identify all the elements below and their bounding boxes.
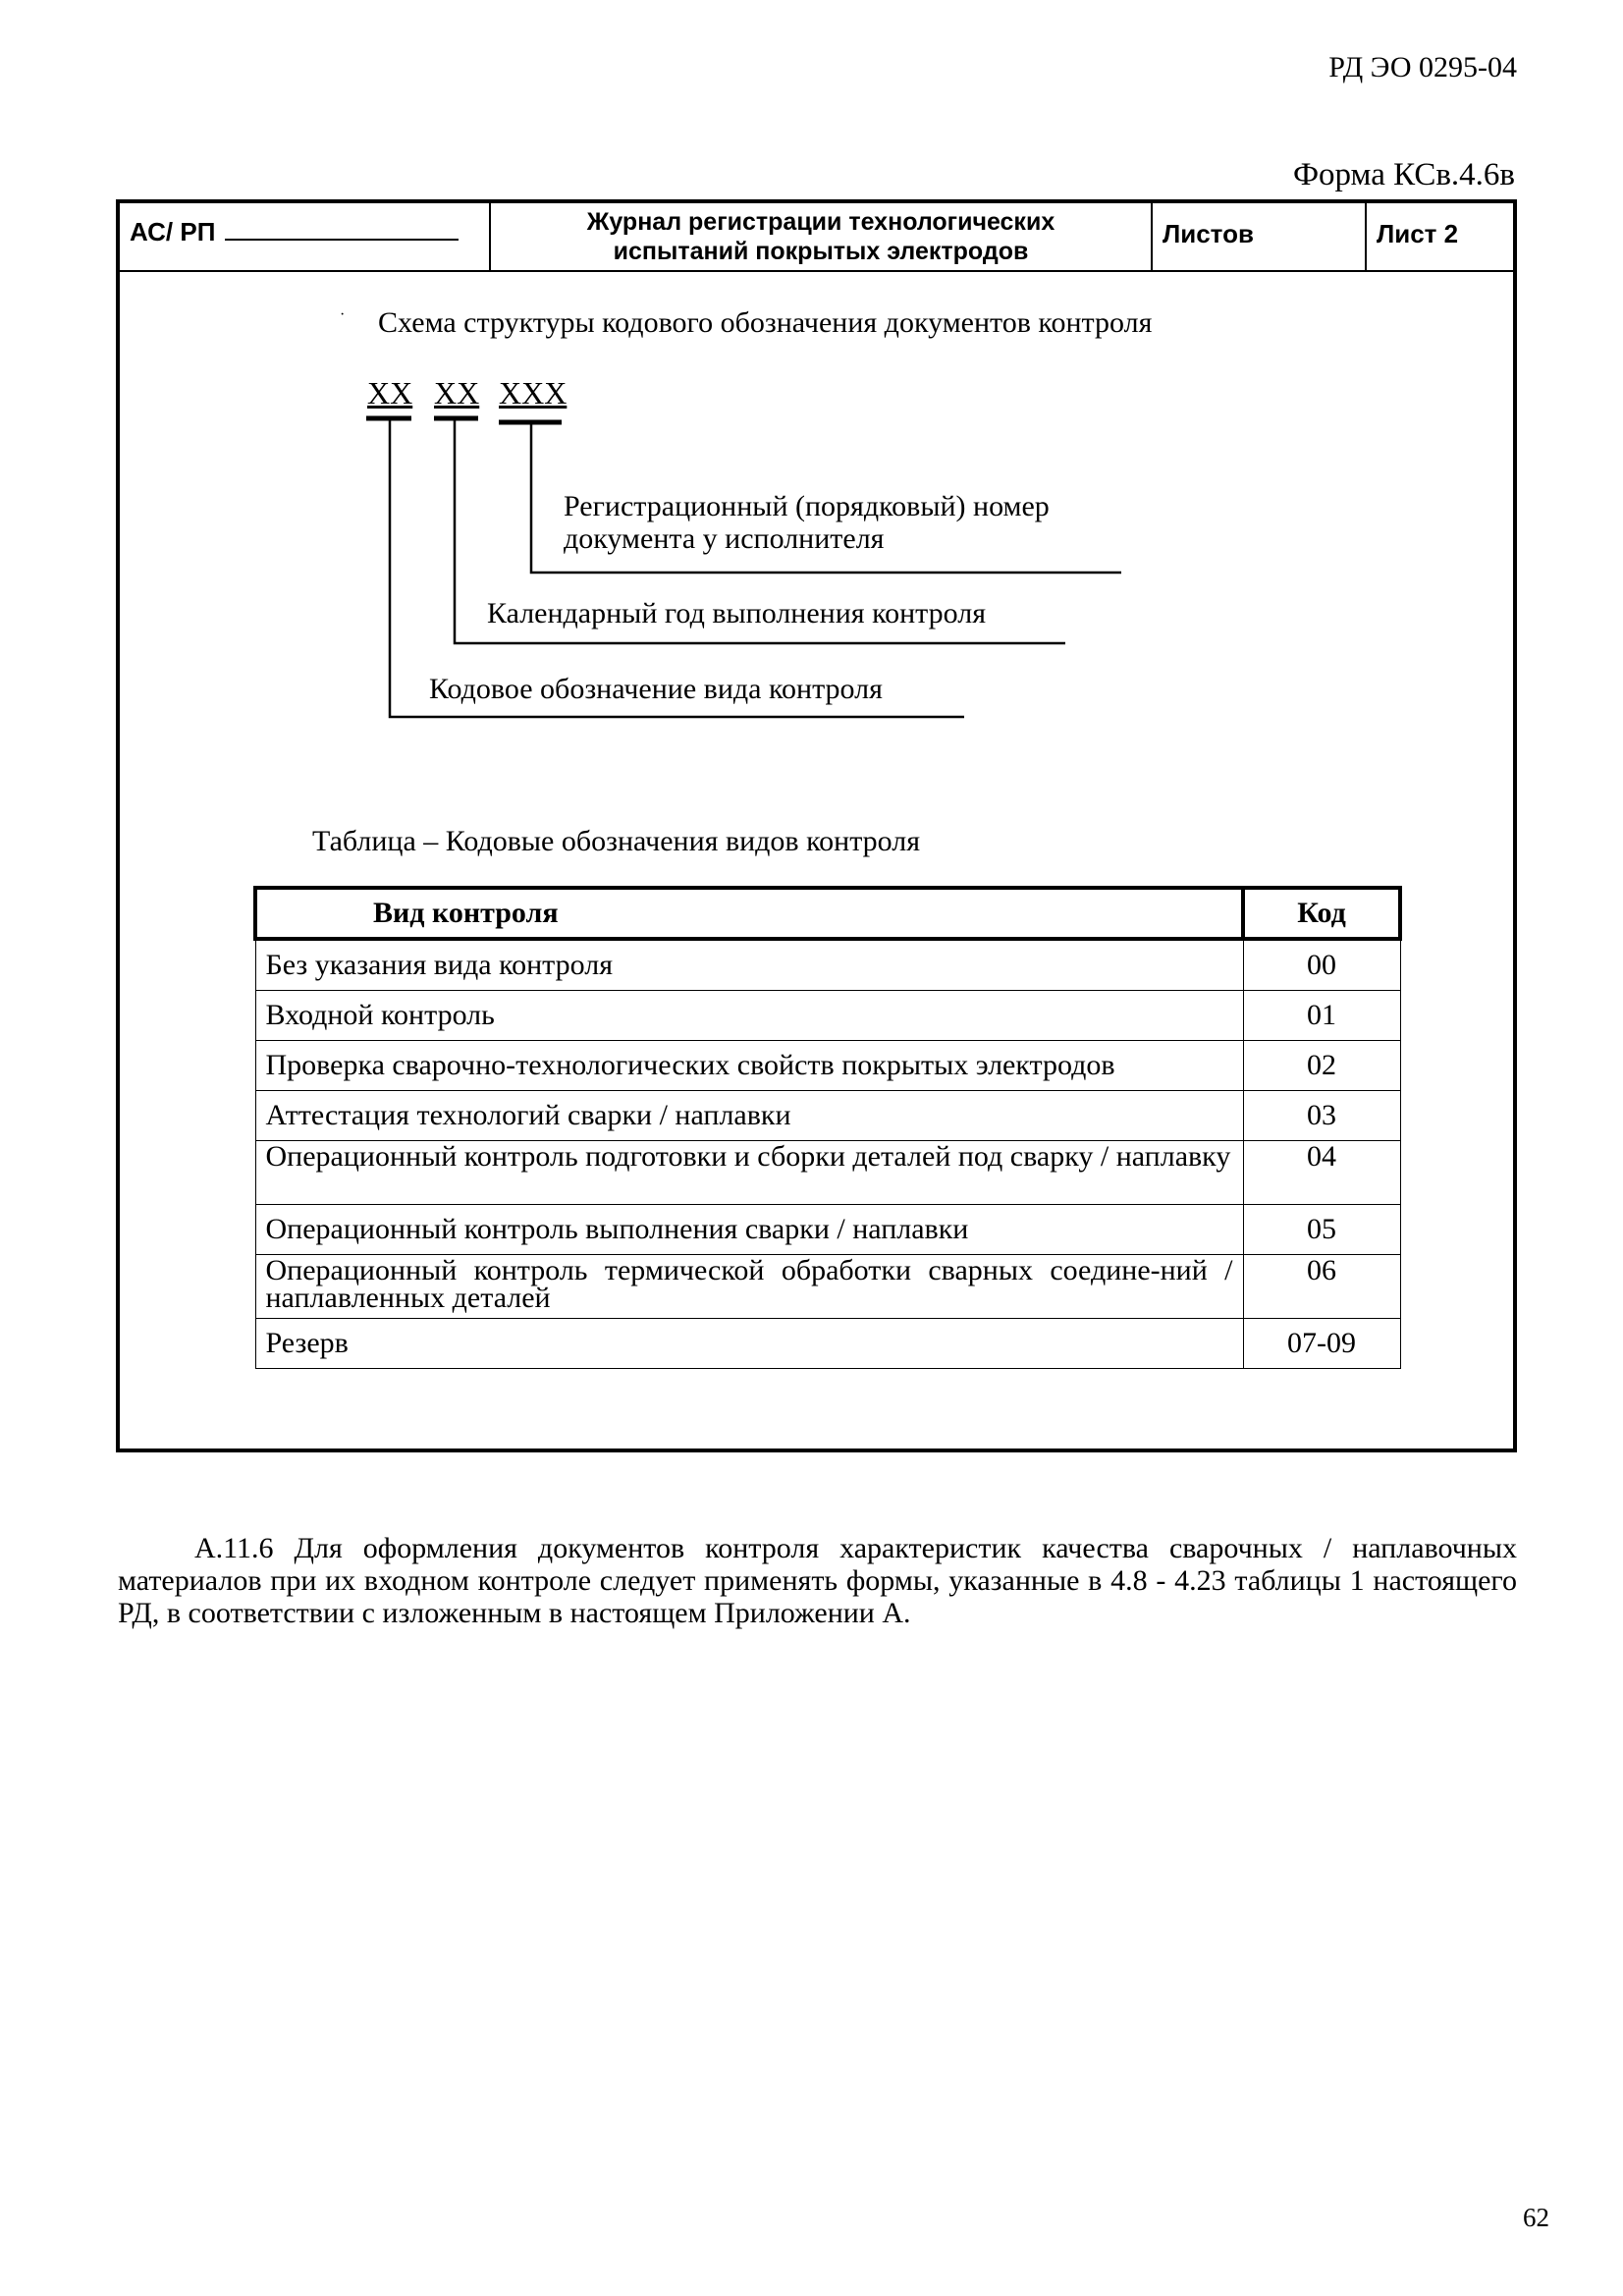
- row-control-type: Операционный контроль выполнения сварки / наплавки: [255, 1205, 1243, 1255]
- table-row: [255, 939, 1400, 991]
- row-control-type: Входной контроль: [255, 991, 1243, 1041]
- row-code: 04: [1243, 1141, 1400, 1205]
- table-header-row: [255, 888, 1400, 939]
- control-codes-table: [253, 886, 1402, 1369]
- row-control-type: Операционный контроль термической обработки сварных соедине-ний / наплавленных деталей: [255, 1255, 1243, 1319]
- row-code: 01: [1243, 991, 1400, 1041]
- desc-year: Календарный год выполнения контроля: [487, 597, 987, 629]
- table-row: [255, 1255, 1400, 1319]
- table-row: [255, 1141, 1400, 1205]
- form-code: КСв.4.6в: [1393, 157, 1515, 192]
- code-part-number: XXX: [499, 375, 568, 410]
- desc-control-type: Кодовое обозначение вида контроля: [429, 673, 883, 705]
- header-control-type: Вид контроля: [255, 888, 1243, 939]
- row-code: 03: [1243, 1091, 1400, 1141]
- sheet-label: Лист 2: [1377, 219, 1459, 248]
- row-code: 05: [1243, 1205, 1400, 1255]
- table-body: [255, 939, 1400, 1369]
- header-code: Код: [1243, 888, 1400, 939]
- row-control-type: Операционный контроль подготовки и сборки деталей под сварку / наплавку: [255, 1141, 1243, 1205]
- code-part-year: XX: [434, 375, 480, 410]
- org-label: АС/ РП: [130, 217, 216, 246]
- row-control-type: Проверка сварочно-технологических свойств покрытых электродов: [255, 1041, 1243, 1091]
- journal-title-line2: испытаний покрытых электродов: [613, 238, 1029, 265]
- desc-registration-line1: Регистрационный (порядковый) номер: [564, 490, 1050, 522]
- row-code: 07-09: [1243, 1319, 1400, 1369]
- table-row: [255, 1319, 1400, 1369]
- body-paragraph: А.11.6 Для оформления документов контроля характеристик качества сварочных / наплавочных материалов при их входном контроле следует применять формы, указанные в 4.8 - 4.23 таблицы 1 настоящего РД, в соответствии с изложенным в настоящем Приложении А.: [118, 1532, 1517, 1629]
- row-control-type: Резерв: [255, 1319, 1243, 1369]
- scheme-title: Схема структуры кодового обозначения документов контроля: [378, 306, 1153, 339]
- row-code: 02: [1243, 1041, 1400, 1091]
- row-control-type: Без указания вида контроля: [255, 939, 1243, 991]
- desc-registration-line2: документа у исполнителя: [564, 522, 885, 555]
- row-code: 00: [1243, 939, 1400, 991]
- table-row: [255, 1041, 1400, 1091]
- table-caption: Таблица – Кодовые обозначения видов контроля: [312, 825, 921, 857]
- journal-title-line1: Журнал регистрации технологических: [586, 208, 1055, 236]
- table-row: [255, 991, 1400, 1041]
- code-part-type: XX: [367, 375, 413, 410]
- sheets-label: Листов: [1163, 219, 1254, 248]
- document-code: РД ЭО 0295-04: [1328, 51, 1517, 83]
- page-number: 62: [1523, 2203, 1549, 2232]
- stray-dot: ·: [340, 306, 346, 323]
- form-prefix: Форма: [1292, 157, 1394, 192]
- table-row: [255, 1205, 1400, 1255]
- row-code: 06: [1243, 1255, 1400, 1319]
- table-row: [255, 1091, 1400, 1141]
- row-control-type: Аттестация технологий сварки / наплавки: [255, 1091, 1243, 1141]
